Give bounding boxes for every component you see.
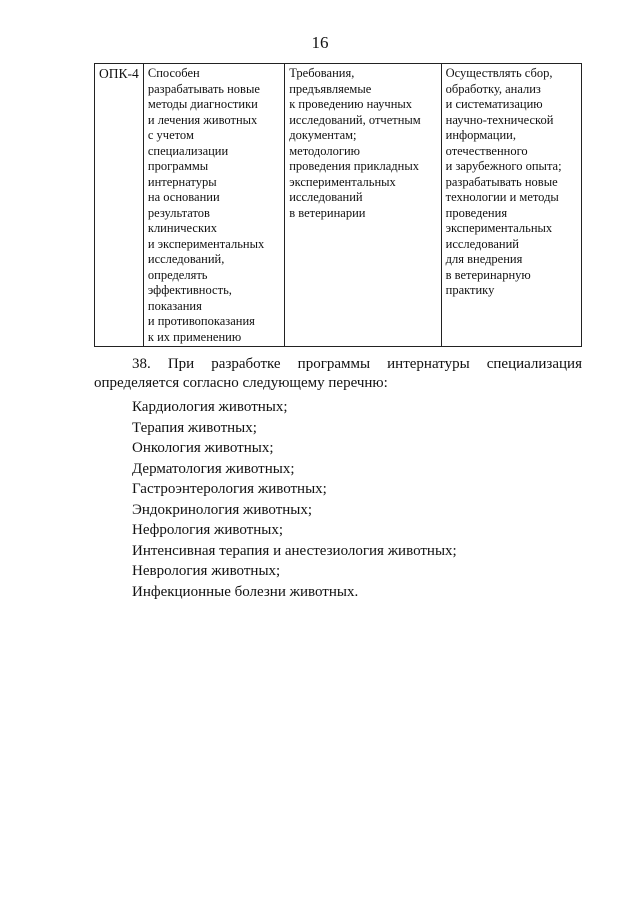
description-line: Способен [147, 66, 200, 80]
list-item: Терапия животных; [132, 419, 257, 436]
skills-line: Осуществлять сбор, [445, 66, 553, 80]
paragraph-word: интернатуры [387, 356, 470, 372]
description-line: показания [147, 298, 202, 313]
skills-line: разрабатывать новые [445, 174, 558, 189]
knowledge-line: документам; [289, 128, 357, 142]
list-item: Онкология животных; [132, 440, 274, 456]
skills-line: в ветеринарную [445, 267, 531, 282]
description-line: и противопоказания [147, 314, 255, 328]
description-line: эффективность, [147, 283, 232, 297]
skills-line: научно-технической [445, 112, 554, 127]
skills-line: информации, [445, 128, 516, 142]
list-item: Дерматология животных; [132, 460, 295, 477]
description-line: и лечения животных [147, 112, 258, 127]
list-item: Гастроэнтерология животных; [132, 481, 327, 497]
paragraph-word: специализация [486, 356, 582, 372]
paragraph-second-line: определяется согласно следующему перечню: [94, 375, 388, 391]
list-item: Интенсивная терапия и анестезиология животных; [132, 542, 457, 559]
description-line: определять [147, 267, 208, 282]
description-line: на основании [147, 190, 220, 204]
skills-line: проведения [445, 205, 508, 220]
paragraph-word: программы [297, 356, 371, 372]
skills-line: обработку, анализ [445, 81, 541, 96]
skills-line: технологии и методы [445, 190, 559, 204]
list-item: Эндокринология животных; [132, 501, 313, 518]
knowledge-line: исследований, отчетным [289, 112, 421, 127]
paragraph-word: При [167, 356, 195, 372]
table-row [95, 64, 582, 347]
paragraph-first-line [94, 355, 582, 374]
description-line: исследований, [147, 252, 225, 266]
paragraph-38 [94, 355, 582, 393]
list-item: Инфекционные болезни животных. [132, 583, 359, 600]
description-line: разрабатывать новые [147, 81, 260, 96]
knowledge-line: исследований [289, 190, 363, 204]
knowledge-line: экспериментальных [289, 174, 396, 189]
skills-line: практику [445, 283, 495, 297]
description-line: интернатуры [147, 174, 217, 189]
competency-skills [441, 64, 581, 347]
description-line: с учетом [147, 128, 194, 142]
skills-line: исследований [445, 236, 519, 251]
knowledge-line: методологию [289, 143, 360, 158]
knowledge-line: предъявляемые [289, 81, 372, 96]
skills-line: экспериментальных [445, 221, 553, 235]
paragraph-word: 38. [132, 356, 151, 372]
description-line: программы [147, 159, 209, 173]
competency-code: ОПК-4 [95, 64, 144, 347]
description-line: результатов [147, 205, 210, 220]
paragraph-word: разработке [211, 356, 281, 372]
description-line: специализации [147, 143, 229, 158]
skills-line: и зарубежного опыта; [445, 159, 562, 173]
page-number: 16 [311, 33, 329, 52]
specialization-list [132, 397, 457, 602]
knowledge-line: проведения прикладных [289, 159, 419, 173]
knowledge-line: Требования, [289, 66, 355, 80]
description-line: методы диагностики [147, 97, 258, 111]
skills-line: для внедрения [445, 252, 523, 266]
competency-knowledge [285, 64, 441, 347]
competency-table [94, 63, 582, 347]
skills-line: отечественного [445, 143, 528, 158]
list-item: Кардиология животных; [132, 399, 288, 415]
list-item: Нефрология животных; [132, 522, 284, 538]
knowledge-line: в ветеринарии [289, 205, 366, 220]
description-line: клинических [147, 221, 217, 235]
knowledge-line: к проведению научных [289, 97, 413, 111]
description-line: и экспериментальных [147, 236, 265, 251]
skills-line: и систематизацию [445, 97, 543, 111]
description-line: к их применению [147, 329, 242, 344]
competency-description [143, 64, 284, 347]
list-item: Неврология животных; [132, 563, 281, 579]
